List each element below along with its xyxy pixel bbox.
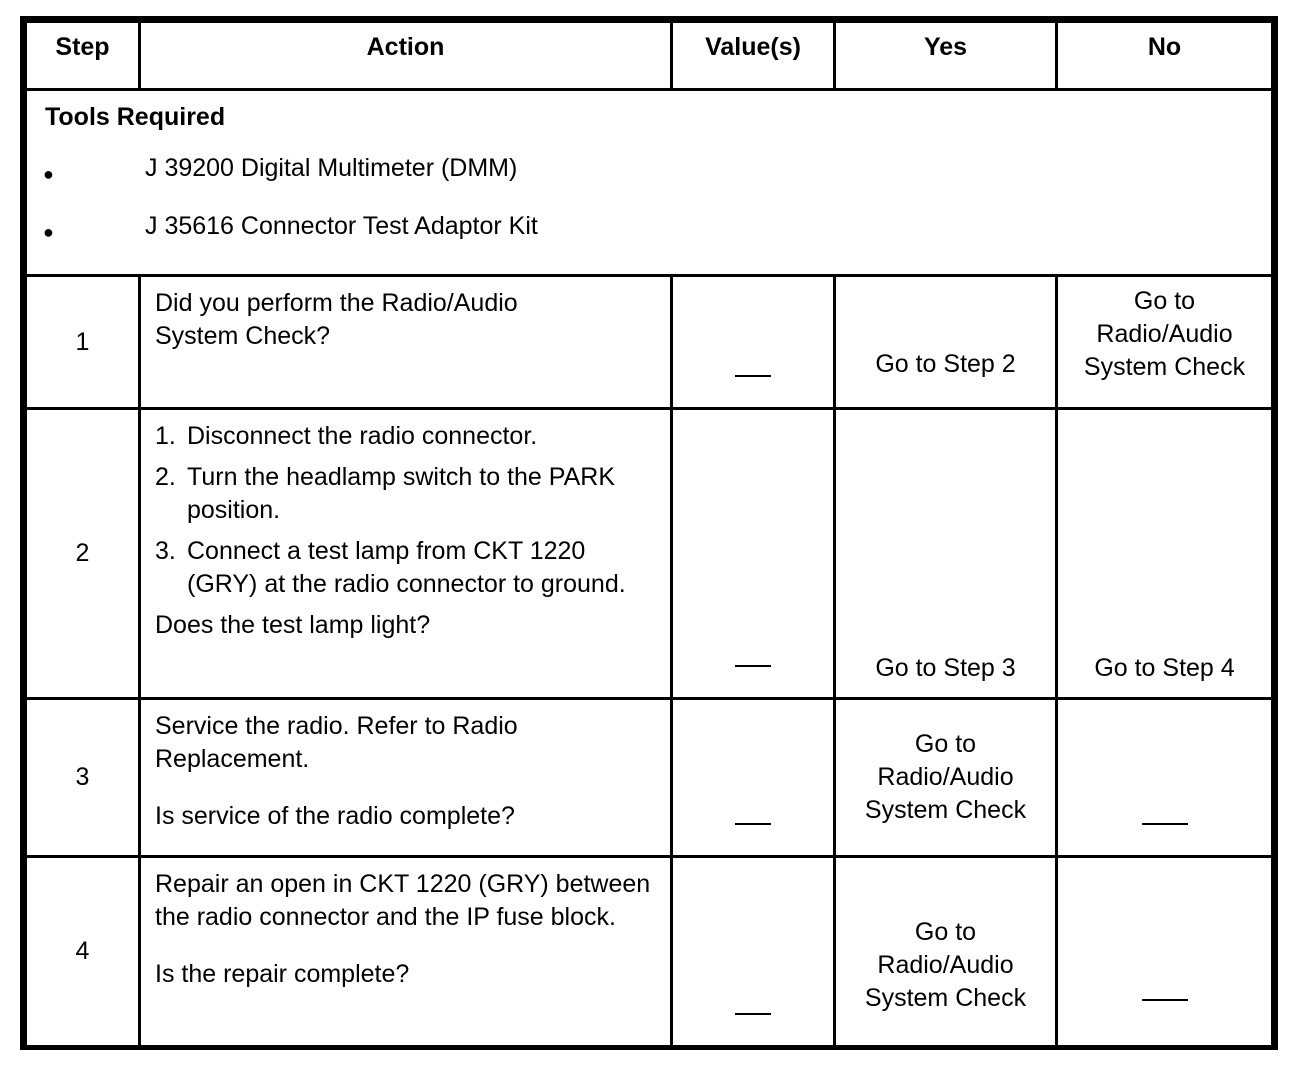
value-cell bbox=[672, 276, 835, 409]
no-cell bbox=[1057, 699, 1273, 857]
list-number: 3. bbox=[155, 537, 176, 565]
step-number: 1 bbox=[26, 276, 140, 409]
action-cell bbox=[140, 409, 672, 699]
bullet-icon: ● bbox=[43, 222, 54, 242]
no-cell bbox=[1057, 409, 1273, 699]
header-yes: Yes bbox=[835, 22, 1057, 90]
action-list-text: Turn the headlamp switch to the PARK position. bbox=[187, 463, 615, 524]
action-list-item bbox=[155, 461, 660, 527]
yes-cell bbox=[835, 276, 1057, 409]
empty-value-dash bbox=[735, 375, 771, 377]
diagnostic-table bbox=[24, 20, 1274, 1048]
step-number: 2 bbox=[26, 409, 140, 699]
action-text: Did you perform the Radio/Audio System Check? bbox=[155, 289, 518, 350]
no-cell bbox=[1057, 276, 1273, 409]
value-cell bbox=[672, 699, 835, 857]
header-no: No bbox=[1057, 22, 1273, 90]
tools-row bbox=[26, 90, 1273, 276]
empty-value-dash bbox=[735, 823, 771, 825]
step-row-4 bbox=[26, 857, 1273, 1047]
header-step: Step bbox=[26, 22, 140, 90]
tool-item-text: J 35616 Connector Test Adaptor Kit bbox=[145, 212, 538, 240]
action-cell bbox=[140, 276, 672, 409]
tool-item bbox=[27, 134, 1271, 192]
step-row-2 bbox=[26, 409, 1273, 699]
list-number: 2. bbox=[155, 463, 176, 491]
header-action: Action bbox=[140, 22, 672, 90]
action-list-item bbox=[155, 535, 660, 601]
header-row bbox=[26, 22, 1273, 90]
value-cell bbox=[672, 857, 835, 1047]
action-cell bbox=[140, 857, 672, 1047]
yes-text: Go to Step 3 bbox=[875, 654, 1016, 682]
step-row-1 bbox=[26, 276, 1273, 409]
empty-value-dash bbox=[735, 665, 771, 667]
yes-cell bbox=[835, 409, 1057, 699]
step-number: 3 bbox=[26, 699, 140, 857]
action-list-item bbox=[155, 420, 660, 453]
yes-cell bbox=[835, 857, 1057, 1047]
tools-cell bbox=[26, 90, 1273, 276]
yes-cell bbox=[835, 699, 1057, 857]
no-text: Go to Step 4 bbox=[1094, 654, 1235, 682]
header-values: Value(s) bbox=[672, 22, 835, 90]
step-number: 4 bbox=[26, 857, 140, 1047]
action-text: Repair an open in CKT 1220 (GRY) between the radio connector and the IP fuse block. bbox=[155, 870, 651, 931]
action-question: Is the repair complete? bbox=[155, 960, 410, 988]
no-text: Go to Radio/Audio System Check bbox=[1083, 287, 1246, 381]
empty-no-dash bbox=[1142, 823, 1188, 825]
action-list-text: Connect a test lamp from CKT 1220 (GRY) at the radio connector to ground. bbox=[187, 537, 626, 598]
yes-text: Go to Radio/Audio System Check bbox=[864, 918, 1027, 1012]
action-cell bbox=[140, 699, 672, 857]
step-row-3 bbox=[26, 699, 1273, 857]
tools-title: Tools Required bbox=[45, 103, 226, 131]
list-number: 1. bbox=[155, 422, 176, 450]
action-question: Does the test lamp light? bbox=[155, 611, 431, 639]
empty-value-dash bbox=[735, 1013, 771, 1015]
action-question: Is service of the radio complete? bbox=[155, 802, 515, 830]
yes-text: Go to Radio/Audio System Check bbox=[864, 730, 1027, 824]
bullet-icon: ● bbox=[43, 164, 54, 184]
value-cell bbox=[672, 409, 835, 699]
tool-item bbox=[27, 192, 1271, 250]
action-text: Service the radio. Refer to Radio Replacement. bbox=[155, 712, 518, 773]
yes-text: Go to Step 2 bbox=[875, 350, 1016, 378]
empty-no-dash bbox=[1142, 999, 1188, 1001]
action-list-text: Disconnect the radio connector. bbox=[187, 422, 538, 450]
no-cell bbox=[1057, 857, 1273, 1047]
tool-item-text: J 39200 Digital Multimeter (DMM) bbox=[145, 154, 518, 182]
diagnostic-table-frame bbox=[20, 16, 1278, 1050]
